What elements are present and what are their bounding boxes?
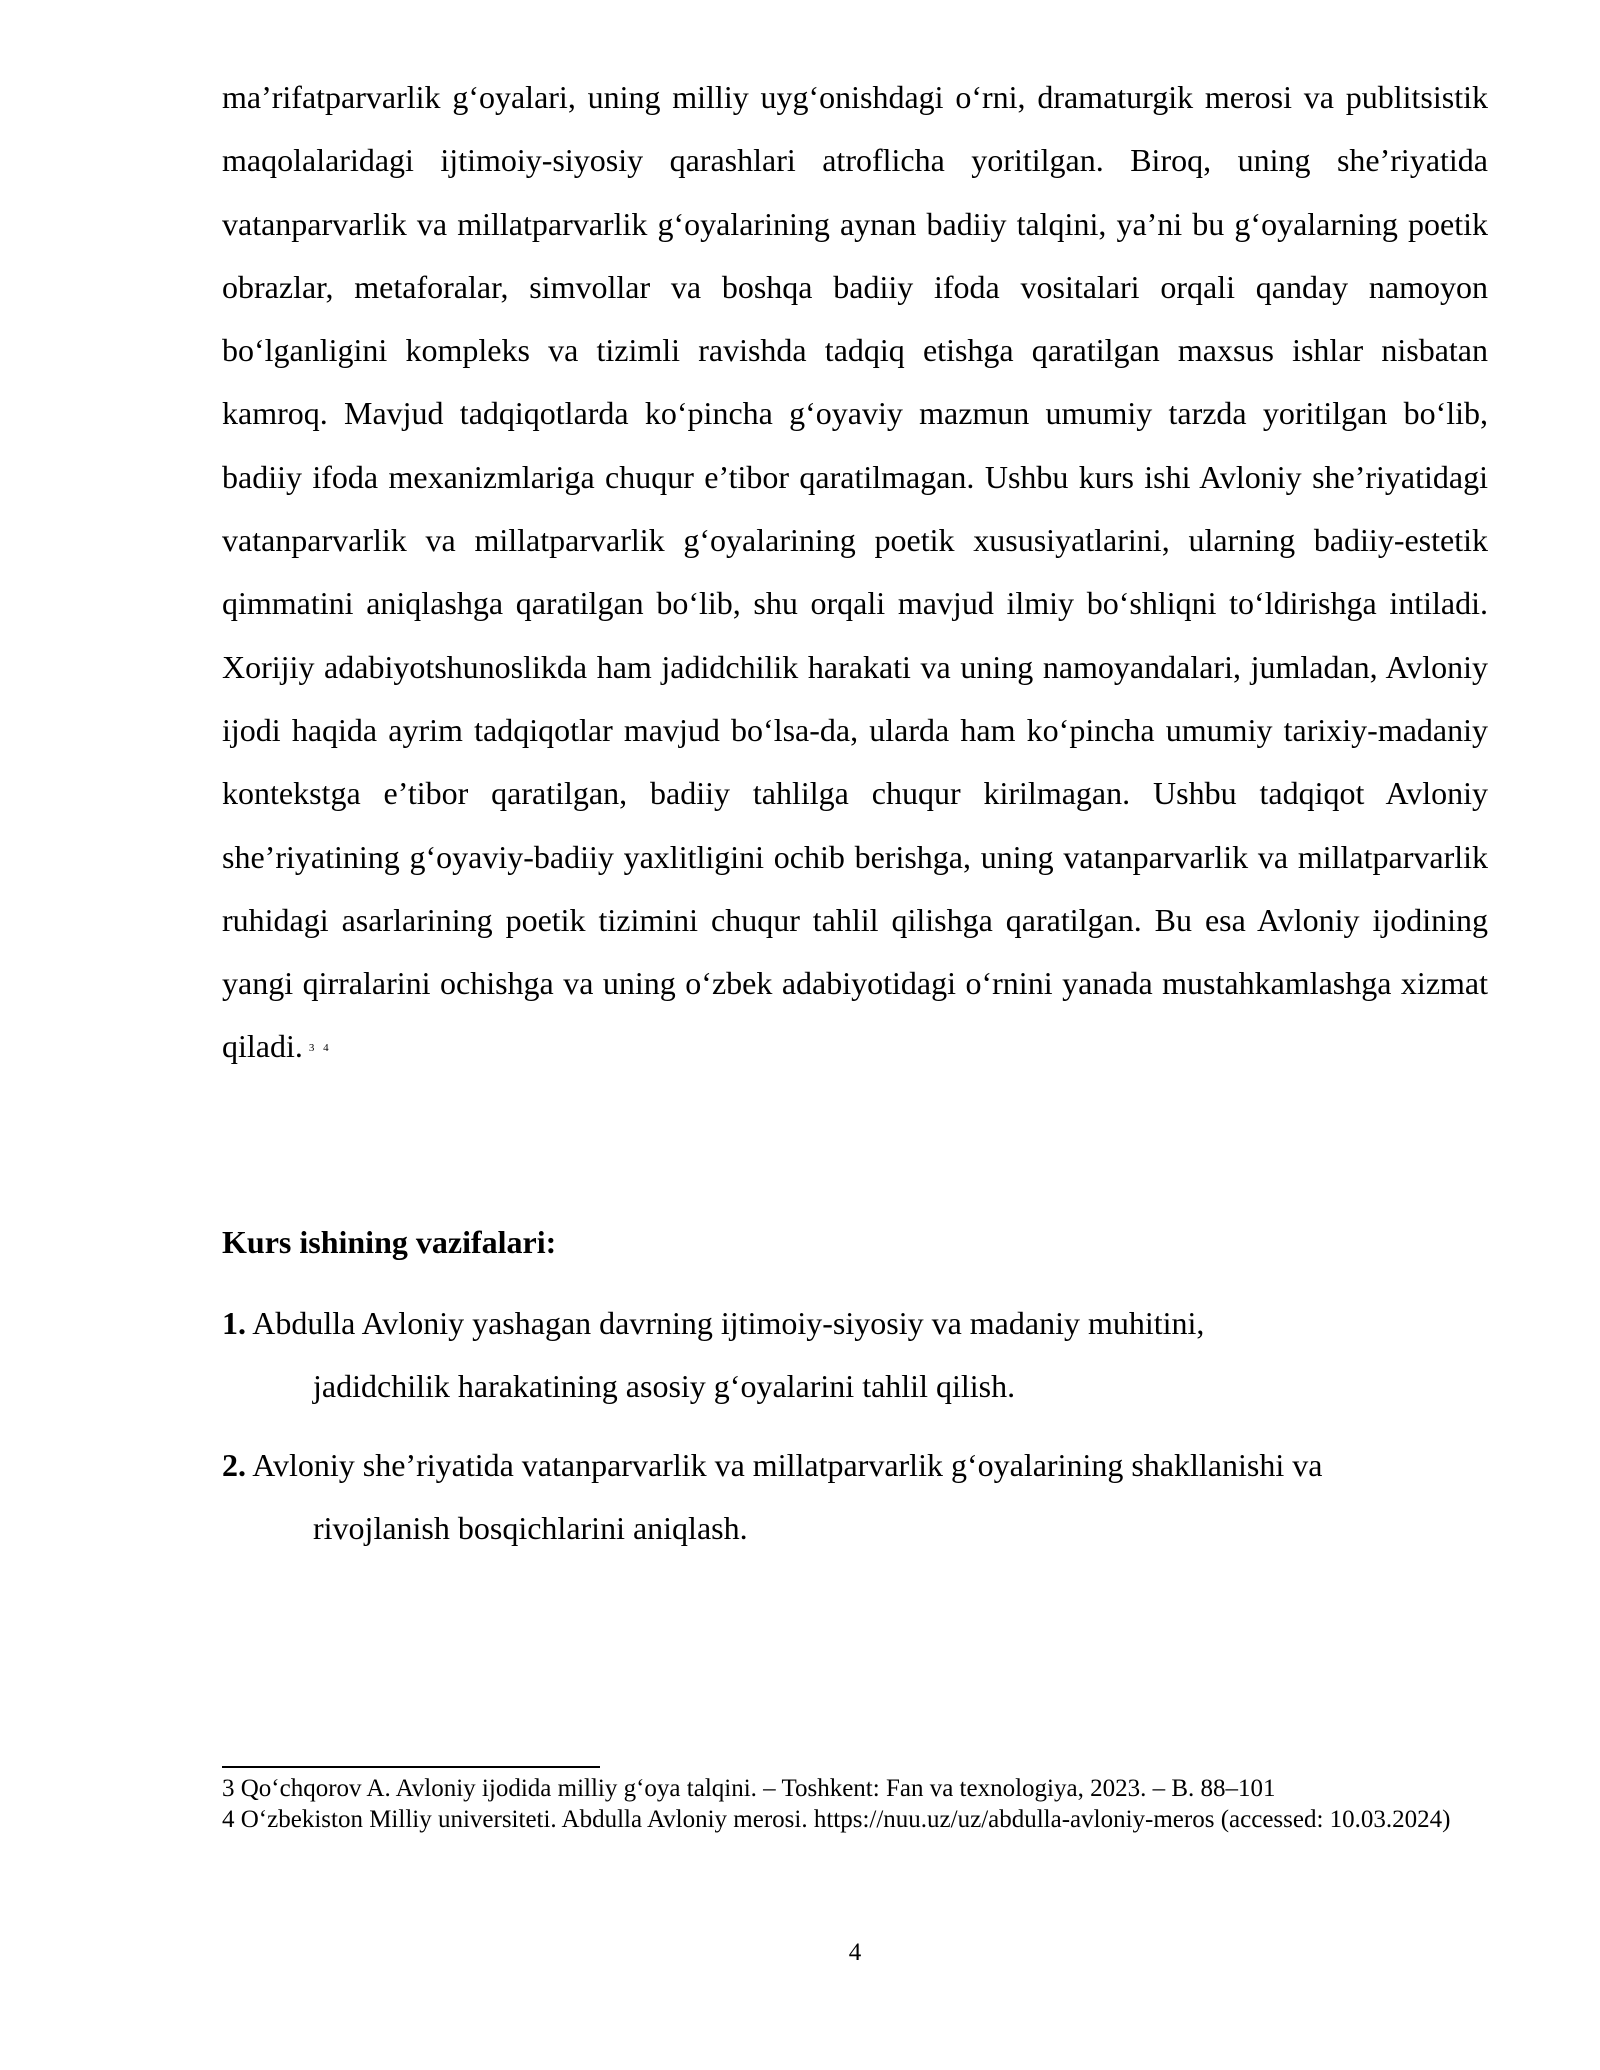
task-item-2 — [222, 1434, 1488, 1561]
task-item-2-continuation: rivojlanish bosqichlarini aniqlash. — [313, 1510, 748, 1547]
task-item-1-number: 1. — [222, 1305, 246, 1341]
task-item-1-text: Abdulla Avloniy yashagan davrning ijtimoiy-siyosiy va madaniy muhitini, — [252, 1305, 1205, 1341]
task-item-2-number: 2. — [222, 1447, 246, 1483]
page-number: 4 — [848, 1939, 862, 1966]
task-item-1 — [222, 1292, 1488, 1419]
task-item-2-first-line — [222, 1434, 1488, 1497]
body-paragraph — [222, 66, 1488, 1081]
footnote-separator — [222, 1766, 600, 1768]
footnotes — [222, 1774, 1488, 1835]
footnote-3: 3 Qo‘chqorov A. Avloniy ijodida milliy g‘oya talqini. – Toshkent: Fan va texnologiya, 2023. – B. 88–101 — [222, 1775, 1276, 1802]
body-paragraph-text: ma’rifatparvarlik g‘oyalari, uning milliy uyg‘onishdagi o‘rni, dramaturgik merosi va publitsistik maqolalaridagi ijtimoiy-siyosiy qarashlari atroflicha yoritilgan. Biroq, uning she’riyatida vatanparvarlik va millatparvarlik g‘oyalarining aynan badiiy talqini, ya’ni bu g‘oyalarning poetik obrazlar, metaforalar, simvollar va boshqa badiiy ifoda vositalari orqali qanday namoyon bo‘lganligini kompleks va tizimli ravishda tadqiq etishga qaratilgan maxsus ishlar nisbatan kamroq. Mavjud tadqiqotlarda ko‘pincha g‘oyaviy mazmun umumiy tarzda yoritilgan bo‘lib, badiiy ifoda mexanizmlariga chuqur e’tibor qaratilmagan. Ushbu kurs ishi Avloniy she’riyatidagi vatanparvarlik va millatparvarlik g‘oyalarining poetik xususiyatlarini, ularning badiiy-estetik qimmatini aniqlashga qaratilgan bo‘lib, shu orqali mavjud ilmiy bo‘shliqni to‘ldirishga intiladi. Xorijiy adabiyotshunoslikda ham jadidchilik harakati va uning namoyandalari, jumladan, Avloniy ijodi haqida ayrim tadqiqotlar mavjud bo‘lsa-da, ularda ham ko‘pincha umumiy tarixiy-madaniy kontekstga e’tibor qaratilgan, badiiy tahlilga chuqur kirilmagan. Ushbu tadqiqot Avloniy she’riyatining g‘oyaviy-badiiy yaxlitligini ochib berishga, uning vatanparvarlik va millatparvarlik ruhidagi asarlarining poetik tizimini chuqur tahlil qilishga qaratilgan. Bu esa Avloniy ijodining yangi qirralarini ochishga va uning o‘zbek adabiyotidagi o‘rnini yanada mustahkamlashga xizmat qiladi. — [222, 79, 1488, 1065]
task-item-1-first-line — [222, 1292, 1488, 1355]
task-item-2-text: Avloniy she’riyatida vatanparvarlik va millatparvarlik g‘oyalarining shakllanishi va — [252, 1447, 1323, 1483]
section-heading: Kurs ishining vazifalari: — [222, 1224, 557, 1260]
footnote-references[interactable]: 3 4 — [308, 1042, 332, 1055]
task-item-1-continuation: jadidchilik harakatining asosiy g‘oyalarini tahlil qilish. — [313, 1368, 1016, 1405]
footnote-4: 4 O‘zbekiston Milliy universiteti. Abdulla Avloniy merosi. https://nuu.uz/uz/abdulla-avloniy-meros (accessed: 10.03.2024) — [222, 1805, 1451, 1833]
